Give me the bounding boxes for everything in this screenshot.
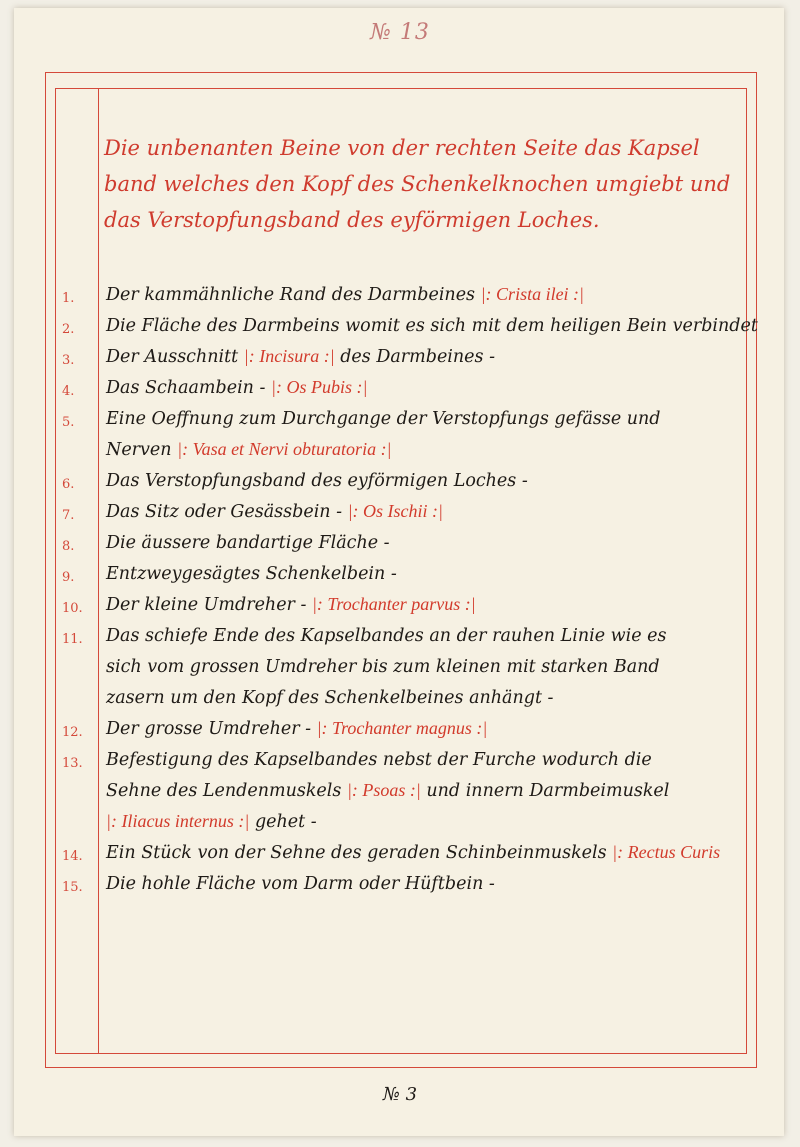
entry-text (106, 346, 746, 367)
entry-text (106, 315, 758, 336)
entry-german-text: Das Verstopfungsband des eyförmigen Loches - (106, 471, 528, 491)
entry-text (106, 408, 746, 429)
entry-german-text: Ein Stück von der Sehne des geraden Schinbeinmuskels (106, 843, 613, 863)
entry-german-text-after: und innern Darmbeimuskel (420, 781, 670, 801)
title-line: das Verstopfungsband des eyförmigen Loches. (104, 208, 600, 232)
entry-text (106, 439, 746, 460)
entry-german-text: Der kammähnliche Rand des Darmbeines (106, 285, 481, 305)
list-item (0, 437, 800, 468)
entry-german-text: Die äussere bandartige Fläche - (106, 533, 390, 553)
entry-number: 7. (62, 508, 75, 523)
entry-text (106, 284, 746, 305)
entry-text (106, 563, 746, 584)
entry-latin-term: |: Crista ilei :| (480, 284, 585, 304)
entry-latin-term: |: Os Ischii :| (347, 501, 443, 521)
entry-text (106, 625, 746, 646)
entry-text (106, 532, 746, 553)
entry-text (106, 687, 746, 708)
entry-german-text: Entzweygesägtes Schenkelbein - (106, 564, 397, 584)
entry-german-text: sich vom grossen Umdreher bis zum kleinen mit starken Band (106, 657, 660, 677)
entry-number: 10. (62, 601, 83, 616)
entry-german-text: Der grosse Umdreher - (106, 719, 317, 739)
list-item (0, 778, 800, 809)
entry-latin-term: |: Psoas :| (346, 780, 421, 800)
entry-list (0, 282, 800, 902)
entry-latin-term: |: Rectus Curis (612, 842, 721, 862)
entry-number: 15. (62, 880, 83, 895)
list-item (0, 282, 800, 313)
entry-text (106, 873, 746, 894)
list-item (0, 685, 800, 716)
list-item (0, 375, 800, 406)
entry-text (106, 594, 746, 615)
entry-text (106, 842, 746, 863)
list-item (0, 344, 800, 375)
entry-text (106, 470, 746, 491)
entry-german-text: Befestigung des Kapselbandes nebst der Furche wodurch die (106, 750, 652, 770)
title-line: Die unbenanten Beine von der rechten Seite das Kapsel (104, 136, 700, 160)
entry-text (106, 749, 746, 770)
entry-text (106, 718, 746, 739)
list-item (0, 840, 800, 871)
entry-latin-term: |: Vasa et Nervi obturatoria :| (177, 439, 392, 459)
entry-number: 9. (62, 570, 75, 585)
page-number-bottom: № 3 (382, 1084, 418, 1105)
entry-german-text: Das schiefe Ende des Kapselbandes an der rauhen Linie wie es (106, 626, 667, 646)
list-item (0, 747, 800, 778)
entry-latin-term: |: Os Pubis :| (271, 377, 368, 397)
list-item (0, 561, 800, 592)
entry-text (106, 377, 746, 398)
entry-number: 2. (62, 322, 75, 337)
entry-latin-term: |: Trochanter parvus :| (311, 594, 476, 614)
entry-number: 13. (62, 756, 83, 771)
page-title (104, 130, 734, 238)
entry-text (106, 780, 746, 801)
entry-latin-term: |: Trochanter magnus :| (316, 718, 488, 738)
entry-german-text: Das Schaambein - (106, 378, 271, 398)
list-item (0, 406, 800, 437)
entry-german-text: Die hohle Fläche vom Darm oder Hüftbein - (106, 874, 495, 894)
list-item (0, 499, 800, 530)
entry-german-text: Der Ausschnitt (106, 347, 244, 367)
entry-german-text: Die Fläche des Darmbeins womit es sich mit dem heiligen Bein verbindet (106, 316, 758, 336)
list-item (0, 313, 800, 344)
list-item (0, 530, 800, 561)
entry-latin-term: |: Incisura :| (243, 346, 335, 366)
list-item (0, 592, 800, 623)
entry-german-text: Nerven (106, 440, 178, 460)
list-item (0, 809, 800, 840)
entry-number: 8. (62, 539, 75, 554)
entry-german-text-after: gehet - (249, 812, 317, 832)
entry-number: 4. (62, 384, 75, 399)
list-item (0, 716, 800, 747)
entry-german-text: Eine Oeffnung zum Durchgange der Verstopfungs gefässe und (106, 409, 661, 429)
entry-number: 6. (62, 477, 75, 492)
entry-text (106, 811, 746, 832)
entry-text (106, 501, 746, 522)
entry-german-text: zasern um den Kopf des Schenkelbeines anhängt - (106, 688, 554, 708)
entry-latin-term: |: Iliacus internus :| (106, 811, 250, 831)
list-item (0, 871, 800, 902)
entry-text (106, 656, 746, 677)
entry-german-text: Sehne des Lendenmuskels (106, 781, 347, 801)
entry-number: 11. (62, 632, 83, 647)
list-item (0, 623, 800, 654)
entry-number: 12. (62, 725, 83, 740)
title-line: band welches den Kopf des Schenkelknochen umgiebt und (104, 172, 731, 196)
entry-german-text: Das Sitz oder Gesässbein - (106, 502, 348, 522)
entry-german-text: Der kleine Umdreher - (106, 595, 312, 615)
entry-number: 3. (62, 353, 75, 368)
entry-number: 5. (62, 415, 75, 430)
list-item (0, 468, 800, 499)
list-item (0, 654, 800, 685)
entry-number: 14. (62, 849, 83, 864)
page-number-top: № 13 (370, 20, 430, 45)
entry-german-text-after: des Darmbeines - (334, 347, 495, 367)
entry-number: 1. (62, 291, 75, 306)
